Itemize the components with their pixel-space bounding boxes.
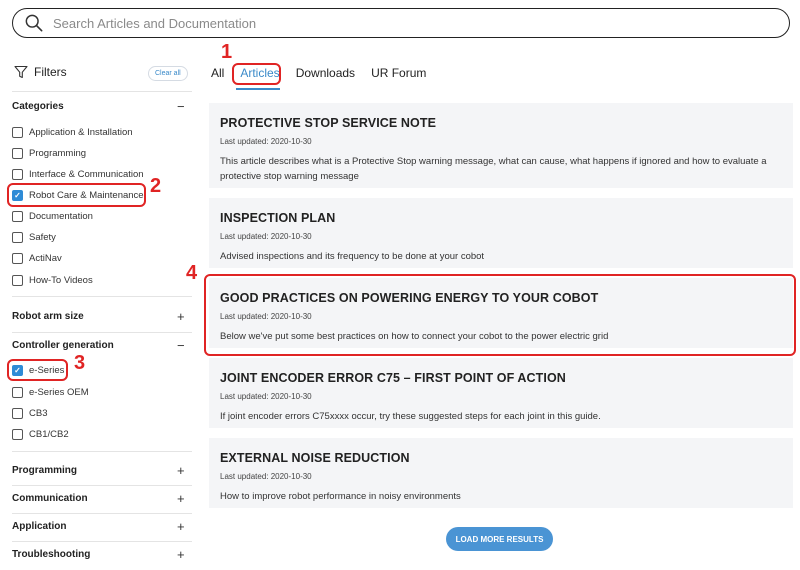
checkbox[interactable]	[12, 253, 23, 264]
controller-option-label: CB1/CB2	[29, 428, 69, 440]
active-tab-indicator	[236, 88, 280, 90]
divider	[12, 485, 192, 486]
section-title-robot-arm-size: Robot arm size	[12, 311, 84, 322]
category-option-label: Safety	[29, 231, 56, 243]
filters-header	[14, 65, 67, 79]
category-option-label: Robot Care & Maintenance	[29, 189, 144, 201]
divider	[12, 451, 192, 452]
categories-collapse-toggle[interactable]: −	[177, 99, 185, 114]
annotation-number-2: 2	[150, 175, 162, 197]
controller-option[interactable]	[12, 385, 89, 399]
category-option[interactable]	[12, 146, 86, 160]
controller-option[interactable]	[12, 427, 69, 441]
section-title-communication: Communication	[12, 493, 88, 504]
annotation-number-1: 1	[221, 41, 233, 63]
article-description: How to improve robot performance in noisy environments	[220, 491, 461, 502]
communication-expand-toggle[interactable]: +	[177, 491, 185, 506]
article-date: Last updated: 2020-10-30	[220, 392, 312, 401]
article-title[interactable]: GOOD PRACTICES ON POWERING ENERGY TO YOUR COBOT	[220, 291, 599, 305]
article-description: Below we've put some best practices on how to connect your cobot to the power electric grid	[220, 331, 609, 342]
checkbox[interactable]	[12, 408, 23, 419]
category-option[interactable]	[12, 230, 56, 244]
annotation-highlight-box	[7, 183, 146, 207]
article-title[interactable]: INSPECTION PLAN	[220, 211, 336, 225]
article-card[interactable]	[209, 438, 793, 508]
search-input[interactable]	[53, 16, 753, 31]
checkbox[interactable]	[12, 127, 23, 138]
application-expand-toggle[interactable]: +	[177, 519, 185, 534]
tab-ur-forum[interactable]: UR Forum	[371, 66, 427, 80]
divider	[12, 91, 192, 92]
load-more-button[interactable]: LOAD MORE RESULTS	[446, 527, 553, 551]
programming-expand-toggle[interactable]: +	[177, 463, 185, 478]
article-date: Last updated: 2020-10-30	[220, 232, 312, 241]
divider	[12, 513, 192, 514]
category-option-label: Programming	[29, 147, 87, 159]
controller-generation-collapse-toggle[interactable]: −	[177, 338, 185, 353]
article-title[interactable]: PROTECTIVE STOP SERVICE NOTE	[220, 116, 437, 130]
article-title[interactable]: JOINT ENCODER ERROR C75 – FIRST POINT OF ACTION	[220, 371, 566, 385]
filters-label: Filters	[34, 65, 67, 79]
checkbox[interactable]	[12, 387, 23, 398]
checkbox[interactable]	[12, 275, 23, 286]
annotation-number-3: 3	[74, 352, 86, 374]
section-title-troubleshooting: Troubleshooting	[12, 549, 91, 560]
checkbox[interactable]	[12, 429, 23, 440]
article-card[interactable]	[209, 103, 793, 188]
article-date: Last updated: 2020-10-30	[220, 137, 312, 146]
checkbox[interactable]	[12, 169, 23, 180]
filter-icon	[14, 65, 28, 79]
category-option[interactable]	[12, 167, 144, 181]
checkmark-icon: ✓	[14, 365, 21, 375]
article-description: This article describes what is a Protective Stop warning message, what can cause, what happens if ignored and how to evaluate a protective stop warning message	[220, 156, 767, 182]
article-card[interactable]	[209, 358, 793, 428]
tab-all[interactable]: All	[211, 66, 225, 80]
search-bar[interactable]	[12, 8, 790, 38]
robot-arm-size-expand-toggle[interactable]: +	[177, 309, 185, 324]
controller-option-label: e-Series OEM	[29, 386, 89, 398]
annotation-highlight-box	[232, 63, 281, 85]
tab-downloads[interactable]: Downloads	[295, 66, 356, 80]
annotation-highlight-box	[204, 274, 796, 356]
annotation-highlight-box	[7, 359, 68, 381]
article-description: Advised inspections and its frequency to be done at your cobot	[220, 251, 485, 262]
category-option[interactable]	[12, 125, 133, 139]
annotation-number-4: 4	[186, 262, 198, 284]
article-description: If joint encoder errors C75xxxx occur, try these suggested steps for each joint in this guide.	[220, 411, 601, 422]
section-title-programming: Programming	[12, 465, 78, 476]
clear-all-button[interactable]: Clear all	[148, 66, 188, 81]
controller-option[interactable]	[12, 406, 47, 420]
divider	[12, 332, 192, 333]
category-option-label: Interface & Communication	[29, 168, 144, 180]
checkbox[interactable]	[12, 232, 23, 243]
controller-option-label: CB3	[29, 407, 48, 419]
article-date: Last updated: 2020-10-30	[220, 312, 312, 321]
checkmark-icon: ✓	[14, 190, 21, 200]
divider	[12, 541, 192, 542]
article-title[interactable]: EXTERNAL NOISE REDUCTION	[220, 451, 410, 465]
category-option-label: Documentation	[29, 210, 93, 222]
category-option-label: ActiNav	[29, 252, 62, 264]
controller-option-label: e-Series	[29, 364, 65, 376]
section-title-categories: Categories	[12, 101, 64, 112]
divider	[12, 296, 192, 297]
section-title-application: Application	[12, 521, 67, 532]
checkbox[interactable]	[12, 211, 23, 222]
category-option-label: Application & Installation	[29, 126, 133, 138]
filters-sidebar	[0, 55, 200, 570]
category-option[interactable]	[12, 251, 62, 265]
category-option[interactable]	[12, 273, 93, 287]
article-date: Last updated: 2020-10-30	[220, 472, 312, 481]
section-title-controller-generation: Controller generation	[12, 340, 114, 351]
category-option-label: How-To Videos	[29, 274, 93, 286]
search-icon	[25, 14, 43, 32]
article-card[interactable]	[209, 198, 793, 268]
tab-articles[interactable]: Articles	[240, 66, 280, 80]
checkbox[interactable]	[12, 148, 23, 159]
troubleshooting-expand-toggle[interactable]: +	[177, 547, 185, 562]
category-option[interactable]	[12, 209, 93, 223]
